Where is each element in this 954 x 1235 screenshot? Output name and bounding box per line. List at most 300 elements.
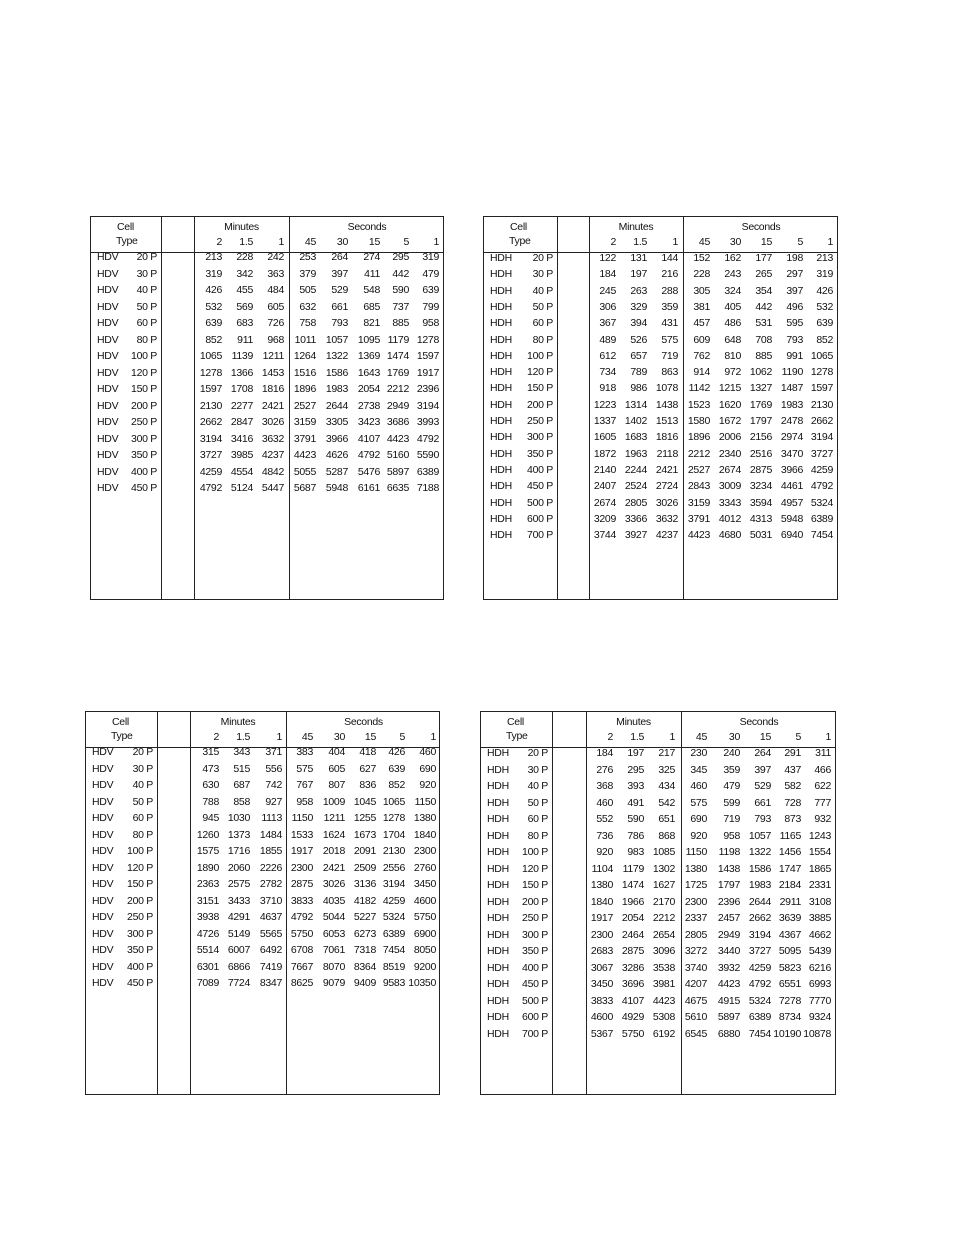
cell-value: 3159 (687, 496, 710, 509)
cell-value: 1683 (624, 431, 647, 444)
cell-value: 3632 (655, 512, 678, 525)
cell-value: 2457 (717, 912, 740, 924)
cell-value: 4842 (261, 465, 284, 478)
column-header: 2 (213, 731, 219, 743)
column-header: 1 (278, 236, 284, 248)
cell-value: 2911 (779, 895, 801, 908)
cell-value: 5447 (261, 482, 284, 494)
cell-type: HDH (487, 928, 509, 941)
cell-value: 213 (205, 251, 222, 263)
cell-value: 5044 (322, 911, 345, 923)
cell-type: HDH (487, 862, 509, 875)
column-header: 1 (430, 731, 436, 743)
cell-type: HDH (487, 912, 509, 924)
cell-capacity: 20 P (132, 746, 153, 758)
cell-value: 264 (331, 251, 348, 263)
cell-value: 442 (755, 300, 772, 313)
column-header: 1 (827, 236, 833, 248)
header-cell: Cell (112, 716, 129, 728)
cell-value: 1011 (294, 333, 316, 346)
cell-capacity: 60 P (136, 317, 157, 329)
column-header: 2 (607, 731, 613, 743)
cell-value: 1643 (357, 366, 380, 379)
cell-value: 3538 (652, 961, 675, 974)
cell-value: 932 (814, 813, 831, 825)
cell-value: 325 (658, 763, 675, 776)
cell-value: 5750 (290, 927, 313, 940)
cell-value: 821 (363, 317, 380, 329)
cell-value: 1065 (199, 350, 222, 362)
cell-value: 2118 (656, 447, 678, 460)
cell-value: 7061 (322, 944, 345, 956)
cell-value: 2130 (199, 399, 222, 412)
cell-value: 5750 (621, 1027, 644, 1040)
cell-value: 2244 (624, 463, 647, 476)
cell-value: 3026 (261, 416, 284, 428)
cell-value: 793 (754, 813, 771, 825)
cell-value: 1260 (196, 828, 219, 841)
cell-type: HDH (487, 796, 509, 809)
header-minutes: Minutes (618, 221, 654, 233)
cell-value: 1474 (386, 350, 409, 362)
cell-value: 329 (630, 300, 647, 313)
column-header: 5 (797, 236, 803, 248)
header-seconds: Seconds (347, 221, 387, 233)
cell-value: 627 (359, 762, 376, 775)
cell-value: 5367 (590, 1027, 613, 1040)
cell-capacity: 200 P (527, 398, 553, 411)
cell-value: 466 (814, 763, 831, 776)
cell-value: 1402 (624, 415, 647, 427)
cell-value: 1369 (357, 350, 380, 362)
cell-capacity: 120 P (527, 366, 553, 379)
cell-value: 736 (596, 829, 613, 842)
cell-value: 2337 (684, 912, 707, 924)
column-header: 15 (759, 731, 771, 743)
column-header: 30 (333, 731, 345, 743)
cell-value: 3885 (808, 912, 831, 924)
cell-value: 3833 (290, 894, 313, 907)
cell-value: 6389 (810, 512, 833, 525)
cell-type: HDV (92, 977, 114, 989)
cell-value: 397 (331, 267, 348, 280)
cell-value: 1438 (717, 862, 740, 875)
cell-value: 1438 (655, 398, 678, 411)
cell-value: 1575 (196, 845, 219, 857)
cell-value: 1057 (325, 333, 348, 346)
cell-type: HDV (92, 762, 114, 775)
cell-value: 793 (786, 333, 803, 346)
cell-value: 4637 (259, 911, 282, 923)
cell-value: 1917 (416, 366, 439, 379)
cell-value: 1327 (749, 382, 772, 395)
cell-value: 3440 (717, 945, 740, 957)
cell-type: HDV (97, 317, 119, 329)
cell-value: 3096 (652, 945, 675, 957)
cell-value: 381 (693, 300, 710, 313)
cell-value: 306 (599, 300, 616, 313)
cell-value: 368 (596, 780, 613, 792)
cell-value: 4035 (322, 894, 345, 907)
cell-value: 1065 (810, 349, 833, 362)
cell-value: 918 (599, 382, 616, 395)
cell-type: HDV (97, 284, 119, 296)
cell-value: 2782 (259, 878, 282, 890)
cell-value: 434 (658, 780, 675, 792)
cell-capacity: 80 P (532, 333, 553, 346)
cell-value: 1302 (652, 862, 675, 875)
cell-value: 810 (724, 349, 741, 362)
cell-value: 1896 (687, 431, 710, 444)
cell-value: 363 (267, 267, 284, 280)
cell-value: 3136 (353, 878, 376, 890)
cell-value: 265 (755, 268, 772, 281)
cell-value: 1179 (622, 862, 644, 875)
cell-value: 1597 (810, 382, 833, 395)
cell-value: 3194 (416, 399, 439, 412)
cell-capacity: 150 P (527, 382, 553, 395)
cell-value: 1278 (416, 333, 439, 346)
cell-capacity: 250 P (527, 415, 553, 427)
cell-value: 1917 (290, 845, 313, 857)
cell-value: 4792 (357, 449, 380, 461)
cell-value: 3740 (684, 961, 707, 974)
cell-value: 5095 (778, 945, 801, 957)
cell-value: 1513 (655, 415, 678, 427)
cell-value: 442 (392, 267, 409, 280)
cell-value: 4726 (196, 927, 219, 940)
cell-value: 240 (723, 747, 740, 759)
cell-type: HDV (92, 746, 114, 758)
cell-type: HDH (487, 994, 509, 1007)
cell-value: 852 (816, 333, 833, 346)
column-header: 1 (276, 731, 282, 743)
cell-value: 5439 (808, 945, 831, 957)
cell-value: 1963 (624, 447, 647, 460)
cell-value: 6900 (413, 927, 436, 940)
cell-value: 426 (388, 746, 405, 758)
cell-value: 2300 (590, 928, 613, 941)
cell-value: 4626 (325, 449, 348, 461)
cell-capacity: 250 P (127, 911, 153, 923)
cell-value: 2556 (382, 861, 405, 874)
cell-value: 1373 (227, 828, 250, 841)
column-header: 1.5 (630, 731, 644, 743)
cell-value: 2054 (357, 383, 380, 395)
cell-type: HDV (92, 894, 114, 907)
column-header: 30 (728, 731, 740, 743)
cell-value: 708 (755, 333, 772, 346)
cell-value: 4291 (227, 911, 250, 923)
cell-capacity: 100 P (131, 350, 157, 362)
cell-value: 1840 (590, 895, 613, 908)
cell-value: 3272 (684, 945, 707, 957)
cell-value: 5590 (416, 449, 439, 461)
cell-value: 3009 (718, 480, 741, 493)
cell-capacity: 350 P (522, 945, 548, 957)
cell-value: 4423 (717, 978, 740, 990)
cell-value: 4600 (413, 894, 436, 907)
cell-value: 986 (630, 382, 647, 395)
cell-value: 3744 (593, 529, 616, 542)
cell-capacity: 150 P (522, 879, 548, 891)
cell-value: 6007 (227, 944, 250, 956)
cell-value: 661 (754, 796, 771, 809)
cell-value: 3234 (749, 480, 772, 493)
cell-value: 2212 (386, 383, 409, 395)
cell-value: 2018 (322, 845, 345, 857)
header-seconds: Seconds (741, 221, 781, 233)
header-cell: Cell (510, 221, 527, 233)
column-header: 30 (336, 236, 348, 248)
cell-value: 1380 (590, 879, 613, 891)
cell-value: 1586 (325, 366, 348, 379)
cell-capacity: 600 P (522, 1011, 548, 1023)
cell-type: HDH (487, 1027, 509, 1040)
cell-value: 4423 (687, 529, 710, 542)
cell-value: 1278 (810, 366, 833, 379)
cell-type: HDV (97, 449, 119, 461)
cell-capacity: 250 P (131, 416, 157, 428)
cell-value: 575 (661, 333, 678, 346)
cell-type: HDV (92, 845, 114, 857)
cell-value: 1725 (684, 879, 707, 891)
cell-value: 920 (596, 846, 613, 858)
cell-capacity: 200 P (131, 399, 157, 412)
cell-value: 852 (388, 779, 405, 791)
cell-value: 2662 (748, 912, 771, 924)
cell-value: 7188 (416, 482, 439, 494)
cell-value: 122 (599, 252, 616, 264)
cell-value: 4680 (718, 529, 741, 542)
cell-type: HDH (490, 317, 512, 330)
cell-value: 1673 (353, 828, 376, 841)
column-header: 5 (403, 236, 409, 248)
cell-value: 4792 (748, 978, 771, 990)
cell-value: 612 (599, 349, 616, 362)
column-header: 45 (698, 236, 710, 248)
cell-value: 687 (233, 779, 250, 791)
cell-value: 5031 (749, 529, 772, 542)
cell-capacity: 200 P (522, 895, 548, 908)
cell-type: HDH (490, 252, 512, 264)
cell-value: 1983 (780, 398, 803, 411)
cell-value: 489 (599, 333, 616, 346)
cell-value: 3366 (624, 512, 647, 525)
cell-value: 5149 (227, 927, 250, 940)
cell-value: 661 (331, 300, 348, 313)
cell-value: 1243 (808, 829, 831, 842)
cell-value: 1337 (593, 415, 616, 427)
cell-value: 4915 (717, 994, 740, 1007)
cell-value: 455 (236, 284, 253, 296)
cell-value: 1769 (749, 398, 772, 411)
cell-type: HDH (490, 512, 512, 525)
cell-value: 479 (723, 780, 740, 792)
cell-capacity: 20 P (527, 747, 548, 759)
cell-value: 1872 (593, 447, 616, 460)
cell-value: 484 (267, 284, 284, 296)
cell-value: 595 (786, 317, 803, 330)
cell-value: 836 (359, 779, 376, 791)
cell-value: 622 (814, 780, 831, 792)
cell-capacity: 50 P (532, 300, 553, 313)
cell-capacity: 700 P (527, 529, 553, 542)
cell-type: HDV (97, 251, 119, 263)
cell-type: HDV (97, 482, 119, 494)
cell-value: 4012 (718, 512, 741, 525)
table-top-right (483, 216, 838, 600)
cell-value: 383 (296, 746, 313, 758)
cell-capacity: 400 P (131, 465, 157, 478)
column-divider (557, 217, 558, 599)
cell-type: HDV (97, 465, 119, 478)
cell-value: 4929 (621, 1011, 644, 1023)
cell-capacity: 300 P (527, 431, 553, 444)
cell-value: 274 (363, 251, 380, 263)
cell-value: 394 (630, 317, 647, 330)
cell-value: 7454 (382, 944, 405, 956)
cell-value: 6301 (196, 960, 219, 973)
cell-value: 5897 (386, 465, 409, 478)
cell-value: 1624 (322, 828, 345, 841)
cell-value: 431 (661, 317, 678, 330)
cell-value: 762 (693, 349, 710, 362)
cell-value: 1896 (293, 383, 316, 395)
cell-value: 786 (627, 829, 644, 842)
cell-value: 2300 (684, 895, 707, 908)
column-header: 1.5 (236, 731, 250, 743)
cell-value: 486 (724, 317, 741, 330)
cell-value: 2300 (290, 861, 313, 874)
cell-value: 1516 (293, 366, 316, 379)
cell-value: 426 (816, 284, 833, 297)
cell-value: 657 (630, 349, 647, 362)
cell-value: 927 (265, 795, 282, 808)
cell-value: 4259 (382, 894, 405, 907)
cell-value: 5476 (357, 465, 380, 478)
cell-capacity: 20 P (136, 251, 157, 263)
cell-value: 852 (205, 333, 222, 346)
cell-value: 371 (265, 746, 282, 758)
cell-value: 3632 (261, 432, 284, 445)
column-header: 1 (825, 731, 831, 743)
cell-value: 2140 (593, 463, 616, 476)
cell-value: 3108 (808, 895, 831, 908)
column-header: 5 (399, 731, 405, 743)
column-divider (161, 217, 162, 599)
cell-value: 217 (658, 747, 675, 759)
cell-value: 6492 (259, 944, 282, 956)
cell-value: 3450 (590, 978, 613, 990)
cell-value: 4792 (290, 911, 313, 923)
cell-value: 1605 (593, 431, 616, 444)
cell-value: 197 (627, 747, 644, 759)
cell-value: 3026 (655, 496, 678, 509)
cell-value: 1065 (382, 795, 405, 808)
cell-value: 5287 (325, 465, 348, 478)
cell-type: HDH (490, 480, 512, 493)
cell-value: 639 (422, 284, 439, 296)
cell-value: 1474 (621, 879, 644, 891)
cell-value: 972 (724, 366, 741, 379)
cell-capacity: 30 P (132, 762, 153, 775)
cell-value: 7318 (353, 944, 376, 956)
cell-value: 177 (755, 252, 772, 264)
cell-value: 263 (630, 284, 647, 297)
cell-value: 2527 (687, 463, 710, 476)
cell-value: 2654 (652, 928, 675, 941)
cell-value: 968 (267, 333, 284, 346)
cell-value: 4182 (353, 894, 376, 907)
cell-value: 3985 (230, 449, 253, 461)
cell-value: 1190 (781, 366, 803, 379)
cell-value: 3966 (780, 463, 803, 476)
cell-type: HDV (92, 795, 114, 808)
cell-capacity: 350 P (527, 447, 553, 460)
cell-value: 162 (724, 252, 741, 264)
cell-value: 4461 (780, 480, 803, 493)
cell-value: 1797 (749, 415, 772, 427)
cell-value: 5948 (780, 512, 803, 525)
cell-value: 7089 (196, 977, 219, 989)
cell-value: 397 (786, 284, 803, 297)
header-type: Type (111, 730, 133, 742)
cell-value: 411 (364, 267, 380, 280)
cell-value: 184 (596, 747, 613, 759)
header-cell: Cell (507, 716, 524, 728)
cell-value: 6635 (386, 482, 409, 494)
cell-value: 719 (661, 349, 678, 362)
cell-value: 873 (784, 813, 801, 825)
cell-value: 3938 (196, 911, 219, 923)
cell-value: 4237 (261, 449, 284, 461)
cell-value: 5514 (196, 944, 219, 956)
cell-value: 505 (299, 284, 316, 296)
cell-value: 3194 (382, 878, 405, 890)
cell-value: 397 (754, 763, 771, 776)
cell-value: 6389 (748, 1011, 771, 1023)
cell-value: 288 (661, 284, 678, 297)
cell-value: 1211 (323, 812, 345, 824)
cell-value: 152 (693, 252, 710, 264)
cell-value: 575 (296, 762, 313, 775)
cell-value: 1057 (748, 829, 771, 842)
cell-value: 788 (202, 795, 219, 808)
cell-value: 5324 (748, 994, 771, 1007)
table-top-left (90, 216, 444, 600)
cell-capacity: 450 P (127, 977, 153, 989)
header-minutes: Minutes (224, 221, 259, 233)
cell-type: HDV (92, 861, 114, 874)
cell-value: 1366 (230, 366, 253, 379)
cell-value: 4107 (621, 994, 644, 1007)
cell-type: HDH (487, 780, 509, 792)
cell-value: 1380 (413, 812, 436, 824)
cell-value: 405 (724, 300, 741, 313)
cell-capacity: 50 P (132, 795, 153, 808)
cell-type: HDH (490, 333, 512, 346)
cell-value: 2738 (357, 399, 380, 412)
cell-value: 297 (786, 268, 803, 281)
cell-capacity: 400 P (522, 961, 548, 974)
cell-value: 2421 (322, 861, 345, 874)
cell-type: HDV (92, 779, 114, 791)
cell-value: 393 (627, 780, 644, 792)
cell-capacity: 700 P (522, 1027, 548, 1040)
header-type: Type (509, 235, 531, 247)
cell-value: 2184 (778, 879, 801, 891)
